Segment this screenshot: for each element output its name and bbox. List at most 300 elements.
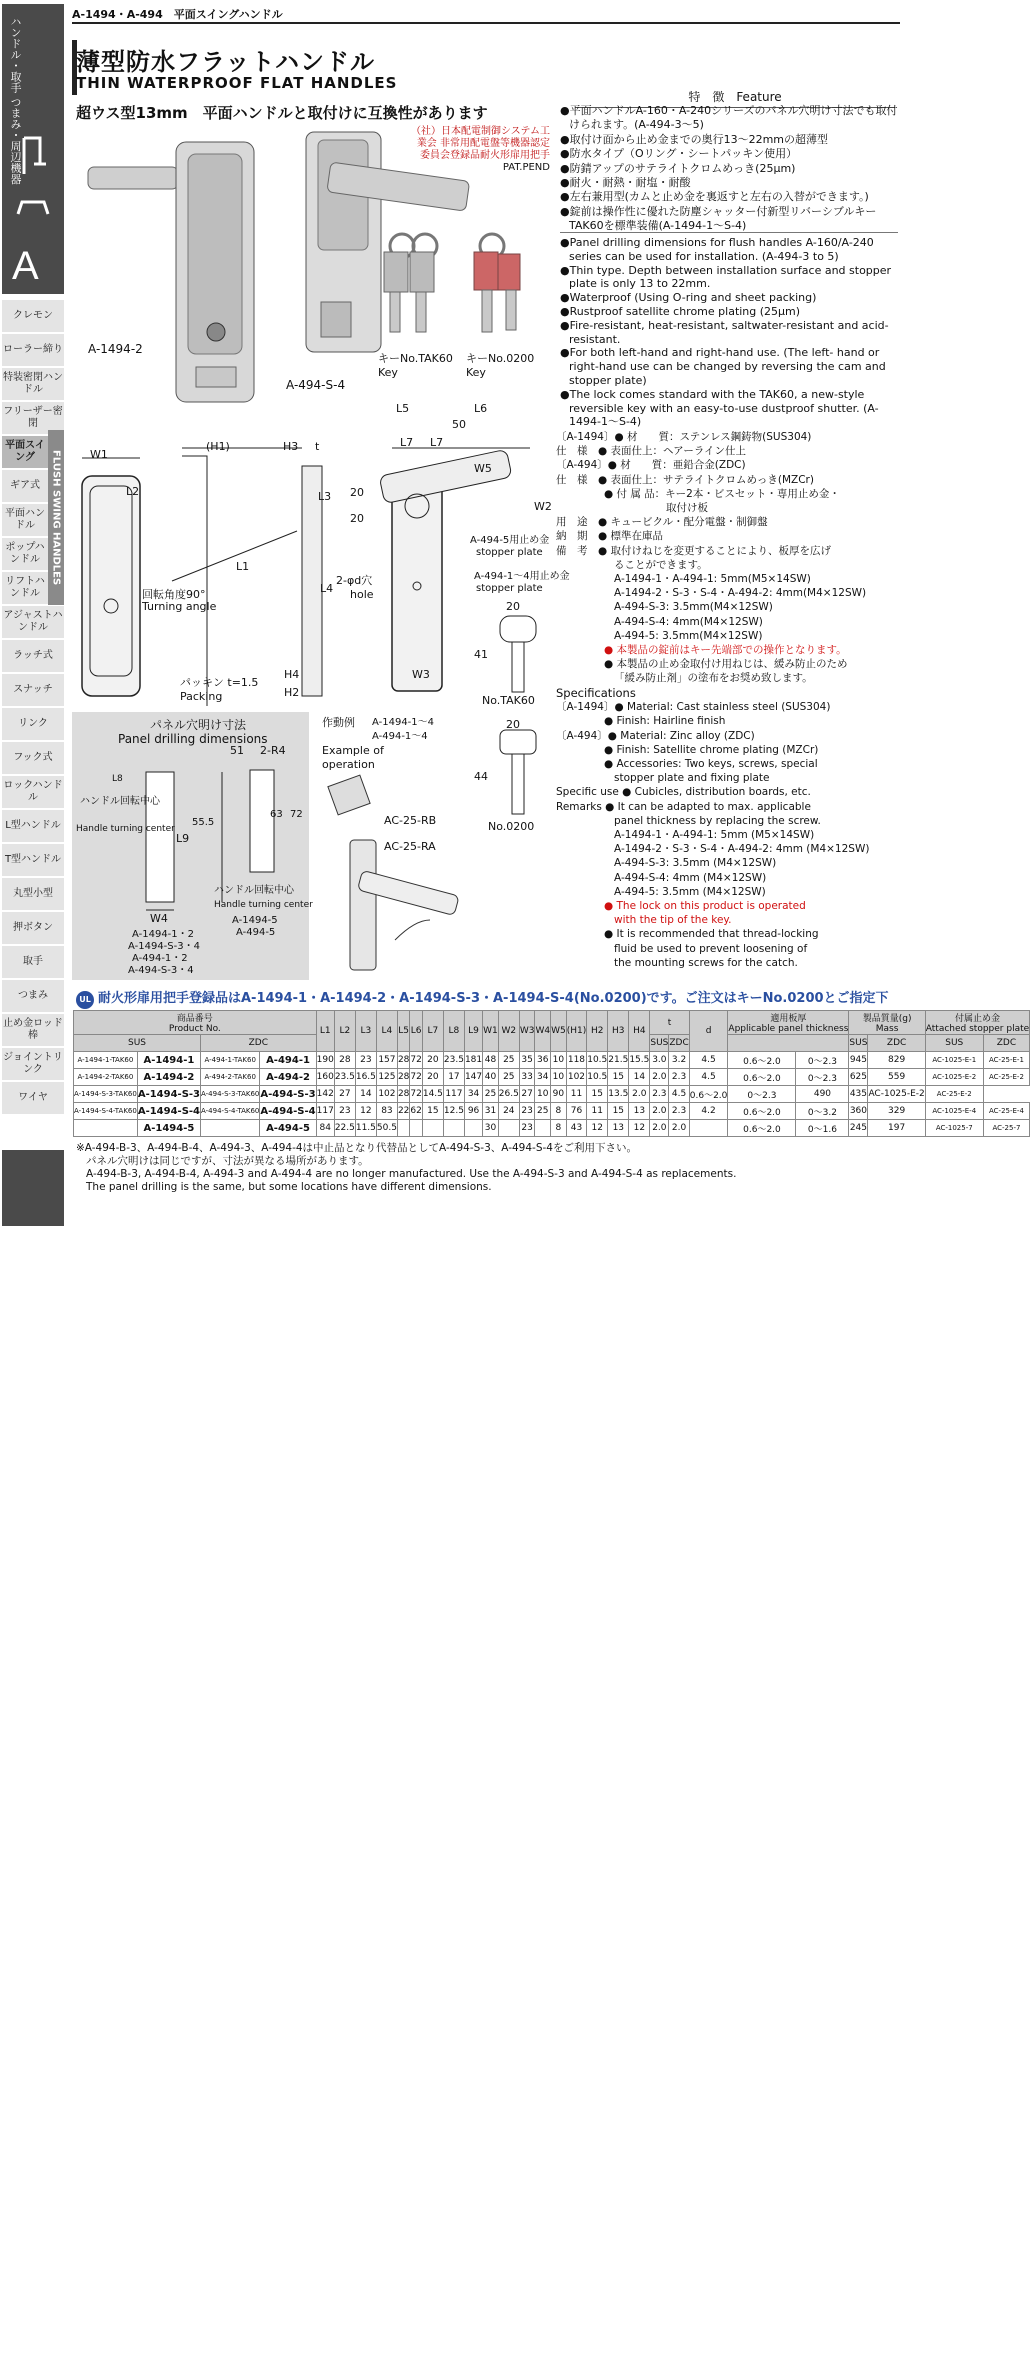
table-head: L9 — [464, 1011, 482, 1052]
op-models: A-494-1～4 — [372, 731, 428, 742]
table-cell: 25 — [535, 1103, 551, 1120]
spec-line-warning: ● The lock on this product is operated — [604, 900, 806, 913]
table-cell: 16.5 — [355, 1069, 376, 1086]
dim-label: 63 — [270, 809, 283, 820]
table-cell: 25 — [483, 1086, 499, 1103]
table-cell: AC-1025-E-1 — [925, 1052, 983, 1069]
page-title-en: THIN WATERPROOF FLAT HANDLES — [76, 74, 398, 92]
table-head: L5 — [397, 1011, 409, 1052]
table-cell: 147 — [464, 1069, 482, 1086]
table-cell: A-494-5 — [260, 1120, 316, 1137]
table-cell: 21.5 — [608, 1052, 629, 1069]
table-cell: 4.5 — [689, 1052, 728, 1069]
sidebar-item[interactable]: ポップハンドル — [2, 538, 48, 571]
feature-item: ●平面ハンドルA-160・A-240シリーズのパネル穴明け寸法でも取付けられます。(A-494-3～5) — [560, 104, 898, 132]
photo-label: A-1494-2 — [88, 342, 143, 356]
spec-line: 取付け板 — [666, 502, 708, 515]
sidebar-item[interactable]: フック式 — [2, 742, 64, 775]
op-models: A-1494-1～4 — [372, 717, 435, 728]
table-cell: 0～3.2 — [796, 1103, 849, 1120]
table-cell: 13 — [608, 1120, 629, 1137]
table-cell: 4.5 — [689, 1069, 728, 1086]
total-label: 総合 23★ — [6, 2307, 57, 2320]
spec-line: A-494-5: 3.5mm(M4×12SW) — [614, 629, 763, 642]
spec-line: A-1494-2・S-3・S-4・A-494-2: 4mm(M4×12SW) — [614, 587, 867, 600]
sidebar-item[interactable]: T型ハンドル — [2, 844, 64, 877]
table-row — [74, 1069, 1030, 1086]
dim-label: L7 — [430, 436, 444, 449]
table-head: (H1) — [566, 1011, 587, 1052]
table-cell: AC-1025-E-2 — [868, 1086, 925, 1103]
table-cell: 28 — [397, 1052, 409, 1069]
spec-line: A-494-S-3: 3.5mm(M4×12SW) — [614, 601, 773, 614]
spec-line: A-1494-2・S-3・S-4・A-494-2: 4mm (M4×12SW) — [614, 843, 870, 856]
patpend: PAT.PEND — [502, 162, 550, 173]
stopper-label: A-494-5用止め金 — [470, 535, 550, 546]
key-label: キーNo.TAK60 — [378, 352, 453, 365]
sidebar-item[interactable]: ラッチ式 — [2, 640, 64, 673]
handle-center-jp: ハンドル回転中心 — [80, 796, 160, 807]
sidebar-item[interactable]: 取手 — [2, 946, 64, 979]
table-head: W5 — [551, 1011, 567, 1052]
table-cell: 84 — [316, 1120, 334, 1137]
table-cell: 14.5 — [422, 1086, 443, 1103]
table-head: ZDC — [669, 1035, 689, 1052]
sidebar-item[interactable]: アジャストハンドル — [2, 606, 64, 639]
dim-label: 41 — [474, 648, 488, 661]
op-example-en: operation — [322, 758, 375, 771]
table-head: SUS — [925, 1035, 983, 1052]
spec-line-warning: with the tip of the key. — [614, 914, 732, 927]
table-head: ZDC — [868, 1035, 925, 1052]
table-cell: A-1494-S-3-TAK60 — [74, 1086, 138, 1103]
stopper-label: A-494-1～4用止め金 — [474, 571, 570, 582]
dim-label: 20 — [350, 512, 364, 525]
model-label: A-494-5 — [236, 927, 276, 938]
packing-jp: パッキン t=1.5 — [180, 676, 259, 689]
table-head: 商品番号 Product No. — [74, 1011, 317, 1035]
dim-label: 20 — [506, 600, 520, 613]
dim-label: L5 — [396, 402, 410, 415]
spec-line: ● Finish: Hairline finish — [604, 715, 726, 728]
divider — [560, 232, 898, 233]
table-cell: 43 — [566, 1120, 587, 1137]
table-cell: 945 — [849, 1052, 868, 1069]
dim-label: L8 — [112, 774, 123, 784]
spec-line: ● Finish: Satellite chrome plating (MZCr) — [604, 743, 819, 756]
table-head: L3 — [355, 1011, 376, 1052]
panel-drill-en: Panel drilling dimensions — [118, 732, 268, 746]
dim-label: L4 — [320, 582, 334, 595]
table-cell: AC-25-E-2 — [925, 1086, 983, 1103]
sidebar-item[interactable]: ジョイントリンク — [2, 1048, 64, 1081]
table-cell: 2.3 — [669, 1103, 689, 1120]
table-cell: 8 — [551, 1120, 567, 1137]
table-cell: A-494-2-TAK60 — [201, 1069, 260, 1086]
table-cell: 23 — [334, 1103, 355, 1120]
table-head: L6 — [410, 1011, 422, 1052]
table-head: L7 — [422, 1011, 443, 1052]
dim-label: W3 — [412, 668, 430, 681]
table-cell: 48 — [483, 1052, 499, 1069]
dim-label: W5 — [474, 462, 492, 475]
dim-label: W4 — [150, 912, 168, 925]
table-cell: 160 — [316, 1069, 334, 1086]
dim-label: L1 — [236, 560, 250, 573]
dim-label: 72 — [290, 809, 303, 820]
cert-line: 業会 非常用配電盤等機器認定 — [416, 138, 550, 149]
table-head: H2 — [587, 1011, 608, 1052]
sidebar-item[interactable]: クレモン — [2, 300, 64, 333]
feature-item: ●Fire-resistant, heat-resistant, saltwater-resistant and acid-resistant. — [560, 318, 889, 346]
table-cell: 0～1.6 — [796, 1120, 849, 1137]
table-cell: 2.0 — [669, 1120, 689, 1137]
table-cell: 20 — [422, 1069, 443, 1086]
part-label: AC-25-RA — [384, 840, 436, 853]
notice-text: 耐火形扉用把手登録品はA-1494-1・A-1494-2・A-1494-S-3・A-1494-S-4(No.0200)です。ご注文はキーNo.0200とご指定下 — [98, 991, 889, 1006]
table-cell: 17 — [443, 1069, 464, 1086]
table-cell: A-1494-1 — [137, 1052, 200, 1069]
table-cell: 118 — [566, 1052, 587, 1069]
dim-label: H2 — [284, 686, 300, 699]
dim-label: L3 — [318, 490, 332, 503]
stopper-label: stopper plate — [476, 547, 543, 558]
feature-item: ●防錆アップのサテライトクロムめっき(25μm) — [560, 161, 796, 175]
table-cell: 8 — [551, 1103, 567, 1120]
table-cell — [74, 1120, 138, 1137]
table-cell: 72 — [410, 1052, 422, 1069]
sidebar-item[interactable]: ローラー締り — [2, 334, 64, 367]
footnote: パネル穴明けは同じですが、寸法が異なる場所があります。 — [86, 1155, 369, 1167]
table-head: W1 — [483, 1011, 499, 1052]
table-head: H3 — [608, 1011, 629, 1052]
table-cell: 13.5 — [608, 1086, 629, 1103]
feature-jp — [560, 104, 898, 234]
spec-line: 備 考 ● 取付けねじを変更することにより、板厚を広げ — [556, 544, 831, 557]
table-cell: 15 — [608, 1069, 629, 1086]
table-cell: A-1494-5 — [137, 1120, 200, 1137]
table-cell: 2.3 — [650, 1086, 669, 1103]
table-cell: 22 — [397, 1103, 409, 1120]
product-photo — [76, 122, 406, 422]
table-row — [74, 1103, 1030, 1120]
sidebar-item[interactable]: フリーザー密閉 — [2, 402, 64, 435]
spec-line: ● It is recommended that thread-locking — [604, 928, 819, 941]
cert-line: 委員会登録品耐火形扉用把手 — [420, 150, 550, 161]
table-cell: 12.5 — [443, 1103, 464, 1120]
spec-line: 「緩み防止剤」の塗布をお奨め致します。 — [614, 672, 813, 685]
sidebar-item[interactable]: 丸型小型 — [2, 878, 64, 911]
table-head: L4 — [376, 1011, 397, 1052]
table-cell: 35 — [519, 1052, 535, 1069]
table-cell: 3.0 — [650, 1052, 669, 1069]
table-head: W4 — [535, 1011, 551, 1052]
table-cell: 28 — [397, 1069, 409, 1086]
spec-line: 〔A-1494〕● 材 質：ステンレス鋼鋳物(SUS304) — [556, 431, 812, 443]
handle-center-en: Handle turning center — [76, 824, 175, 834]
table-cell: 2.3 — [669, 1069, 689, 1086]
table-cell: 34 — [464, 1086, 482, 1103]
feature-item: ●取付け面から止め金までの奥行13～22mmの超薄型 — [560, 132, 829, 146]
key-no-label: No.TAK60 — [482, 694, 535, 707]
table-cell: AC-1025-E-2 — [925, 1069, 983, 1086]
feature-item: ●耐火・耐熱・耐塩・耐酸 — [560, 176, 691, 190]
table-cell: 10 — [551, 1069, 567, 1086]
table-cell: A-494-1-TAK60 — [201, 1052, 260, 1069]
sidebar-item[interactable]: L型ハンドル — [2, 810, 64, 843]
feature-item: ●錠前は操作性に優れた防塵シャッター付新型リバーシブルキーTAK60を標準装備(A-1494-1～S-4) — [560, 204, 877, 233]
table-cell: 23 — [355, 1052, 376, 1069]
spec-line: ● 本製品の止め金取付け用ねじは、緩み防止のため — [604, 658, 848, 671]
cert-line: （社）日本配電制御システム工 — [411, 126, 550, 137]
sidebar-item[interactable]: リンク — [2, 708, 64, 741]
table-head: t — [650, 1011, 689, 1035]
subtitle: 超ウス型13mm 平面ハンドルと取付けに互換性があります — [76, 104, 488, 122]
spec-line: 〔A-494〕● 材 質：亜鉛合金(ZDC) — [556, 459, 746, 472]
table-cell: 23.5 — [443, 1052, 464, 1069]
radius-label: 2-R4 — [260, 744, 286, 757]
table-cell: 559 — [868, 1069, 925, 1086]
table-cell: 26.5 — [498, 1086, 519, 1103]
dim-label: 55.5 — [192, 817, 215, 828]
sidebar-item[interactable]: ロックハンドル — [2, 776, 64, 809]
table-cell: 40 — [483, 1069, 499, 1086]
table-cell: 142 — [316, 1086, 334, 1103]
spec-line: fluid be used to prevent loosening of — [614, 942, 808, 955]
sidebar-item[interactable]: 特装密閉ハンドル — [2, 368, 64, 401]
table-cell: 2.0 — [629, 1086, 650, 1103]
table-cell: 33 — [519, 1069, 535, 1086]
table-cell: 190 — [316, 1052, 334, 1069]
spec-line: A-494-S-3: 3.5mm (M4×12SW) — [614, 857, 777, 870]
table-cell — [498, 1120, 519, 1137]
spec-line: 〔A-494〕● Material: Zinc alloy (ZDC) — [556, 729, 755, 742]
spec-table — [73, 1010, 1030, 1137]
sidebar-footer — [2, 1150, 66, 2357]
sidebar — [0, 0, 66, 2357]
table-cell: 0.6～2.0 — [728, 1069, 796, 1086]
operation-drawing — [320, 770, 470, 982]
table-head: ZDC — [201, 1035, 317, 1052]
table-cell: 2.0 — [650, 1120, 669, 1137]
spec-line-warning: ● 本製品の錠前はキー先端部での操作となります。 — [604, 644, 847, 657]
table-cell: 23.5 — [334, 1069, 355, 1086]
table-cell: 14 — [629, 1069, 650, 1086]
table-cell: 30 — [483, 1120, 499, 1137]
table-cell: A-494-1 — [260, 1052, 316, 1069]
spec-line: panel thickness by replacing the screw. — [614, 814, 821, 827]
header-line: A-1494・A-494 平面スイングハンドル — [72, 8, 283, 21]
spec-line: A-494-S-4: 4mm(M4×12SW) — [614, 615, 763, 628]
table-head — [728, 1035, 849, 1052]
dim-label: 20 — [350, 486, 364, 499]
table-cell: 36 — [535, 1052, 551, 1069]
feature-en — [560, 236, 898, 429]
table-cell: 10 — [535, 1086, 551, 1103]
spec-line: 仕 様 ● 表面仕上：ヘアーライン仕上 — [556, 445, 747, 458]
table-cell: 3.2 — [669, 1052, 689, 1069]
feature-item: ●Rustproof satellite chrome plating (25μm) — [560, 304, 801, 318]
sidebar-vertical-label: FLUSH SWING HANDLES — [48, 430, 64, 605]
feature-item: ●The lock comes standard with the TAK60, a new-style reversible key with an easy-to-use dustproof shutter. (A-1494-1～S-4) — [560, 387, 879, 429]
sidebar-item[interactable]: リフトハンドル — [2, 572, 48, 605]
table-cell: 117 — [443, 1086, 464, 1103]
dim-label: L7 — [400, 436, 414, 449]
sidebar-letter: A — [12, 244, 39, 288]
dim-label: W1 — [90, 448, 108, 461]
table-head: SUS — [849, 1035, 868, 1052]
dim-label: L6 — [474, 402, 488, 415]
sidebar-item[interactable]: 止め金ロッド棒 — [2, 1014, 64, 1047]
table-cell: 25 — [498, 1069, 519, 1086]
model-label: A-494-1・2 — [132, 953, 188, 964]
key-photo — [370, 232, 530, 342]
spec-line: Specific use ● Cubicles, distribution boards, etc. — [556, 786, 811, 799]
footnote: The panel drilling is the same, but some locations have different dimensions. — [86, 1181, 492, 1193]
sidebar-category: ハンドル・取手 つまみ・周辺機器 — [9, 16, 22, 185]
table-cell: 102 — [566, 1069, 587, 1086]
table-cell: 14 — [355, 1086, 376, 1103]
table-cell — [464, 1120, 482, 1137]
key-label: キーNo.0200 — [466, 352, 535, 365]
table-cell: 15 — [422, 1103, 443, 1120]
table-cell: 157 — [376, 1052, 397, 1069]
table-cell: 15.5 — [629, 1052, 650, 1069]
feature-heading: 特 徴 Feature — [575, 88, 895, 108]
op-example-en: Example of — [322, 744, 384, 757]
footnotes — [76, 1142, 896, 1194]
sidebar-item-active[interactable]: 平面スイング — [2, 436, 48, 469]
table-head: d — [689, 1011, 728, 1052]
sidebar-item[interactable]: 押ボタン — [2, 912, 64, 945]
table-head: L1 — [316, 1011, 334, 1052]
table-cell: A-1494-1-TAK60 — [74, 1052, 138, 1069]
table-cell: 2.0 — [650, 1069, 669, 1086]
spec-line: Remarks ● It can be adapted to max. applicable — [556, 800, 811, 813]
turning-angle-jp: 回転角度90° — [142, 588, 206, 601]
handle-icon — [16, 134, 50, 224]
table-cell: 829 — [868, 1052, 925, 1069]
table-cell: A-494-S-4-TAK60 — [201, 1103, 260, 1120]
spec-line: the mounting screws for the catch. — [614, 956, 798, 969]
table-cell: 102 — [376, 1086, 397, 1103]
sidebar-item[interactable]: ワイヤ — [2, 1082, 64, 1115]
header-rule — [72, 22, 900, 24]
feature-item: ●For both left-hand and right-hand use. (The left- hand or right-hand use can be changed by reversing the cam and stopper plate) — [560, 346, 886, 387]
ul-badge-icon: UL — [76, 991, 94, 1009]
feature-item: ●Thin type. Depth between installation surface and stopper plate is only 13 to 22mm. — [560, 263, 892, 291]
certification-note — [410, 126, 550, 162]
table-cell: A-494-S-4 — [260, 1103, 316, 1120]
table-cell: AC-25-E-1 — [983, 1052, 1029, 1069]
table-row — [74, 1120, 1030, 1137]
table-head: SUS — [74, 1035, 201, 1052]
dim-label: 20 — [506, 718, 520, 731]
table-cell: A-1494-2-TAK60 — [74, 1069, 138, 1086]
spec-line: ● Accessories: Two keys, screws, special — [604, 758, 818, 771]
dim-label: L2 — [126, 485, 140, 498]
dim-label: L9 — [176, 832, 190, 845]
table-cell: A-1494-S-4 — [137, 1103, 200, 1120]
table-cell: 2.0 — [650, 1103, 669, 1120]
dim-label: W2 — [534, 500, 552, 513]
table-cell: 0.6～2.0 — [728, 1103, 796, 1120]
spec-line: A-494-S-4: 4mm (M4×12SW) — [614, 871, 767, 884]
table-cell: 197 — [868, 1120, 925, 1137]
table-cell: AC-25-E-4 — [983, 1103, 1029, 1120]
table-cell: 10.5 — [587, 1052, 608, 1069]
feature-item: ●防水タイプ（Oリング・シートパッキン使用） — [560, 147, 798, 161]
table-cell: 96 — [464, 1103, 482, 1120]
turning-angle-en: Turning angle — [142, 600, 217, 613]
table-cell: 435 — [849, 1086, 868, 1103]
table-row — [74, 1086, 1030, 1103]
spec-line: A-1494-1・A-494-1: 5mm (M5×14SW) — [614, 829, 815, 842]
table-cell: 11.5 — [355, 1120, 376, 1137]
table-cell: 0～2.3 — [796, 1069, 849, 1086]
table-row — [74, 1052, 1030, 1069]
table-cell: 625 — [849, 1069, 868, 1086]
feature-item: ●左右兼用型(カムと止め金を裏返すと左右の入替ができます。) — [560, 190, 869, 204]
table-cell — [422, 1120, 443, 1137]
table-cell: 245 — [849, 1120, 868, 1137]
sidebar-item[interactable]: スナッチ — [2, 674, 64, 707]
footnote: A-494-B-3, A-494-B-4, A-494-3 and A-494-4 are no longer manufactured. Use the A-494-S-3 and A-494-S-4 as replacements. — [86, 1168, 737, 1180]
sidebar-item[interactable]: 平面ハンドル — [2, 504, 48, 537]
table-head: 適用板厚 Applicable panel thickness — [728, 1011, 849, 1035]
table-cell: 13 — [629, 1103, 650, 1120]
table-cell: A-1494-S-4-TAK60 — [74, 1103, 138, 1120]
table-cell: 117 — [316, 1103, 334, 1120]
table-cell: 28 — [334, 1052, 355, 1069]
spec-line: 用 途 ● キュービクル・配分電盤・制御盤 — [556, 516, 768, 529]
key-label: Key — [378, 366, 398, 379]
table-cell: 0.6～2.0 — [728, 1052, 796, 1069]
table-cell: 329 — [868, 1103, 925, 1120]
sidebar-item[interactable]: ギア式 — [2, 470, 48, 503]
table-cell — [689, 1120, 728, 1137]
table-cell — [410, 1120, 422, 1137]
table-cell: 0.6～2.0 — [689, 1086, 728, 1103]
table-cell: 12 — [587, 1120, 608, 1137]
feature-item: ●Panel drilling dimensions for flush handles A-160/A-240 series can be used for installation. (A-494-3 to 5) — [560, 236, 874, 263]
sidebar-item[interactable]: つまみ — [2, 980, 64, 1013]
table-cell: 22.5 — [334, 1120, 355, 1137]
table-cell — [201, 1120, 260, 1137]
spec-jp — [556, 430, 898, 686]
table-cell: 11 — [587, 1103, 608, 1120]
dim-label: 44 — [474, 770, 488, 783]
table-cell: 0～2.3 — [728, 1086, 796, 1103]
panel-drill-jp: パネル穴明け寸法 — [150, 718, 247, 732]
table-cell: 76 — [566, 1103, 587, 1120]
table-cell: 72 — [410, 1086, 422, 1103]
table-cell: A-494-S-3 — [260, 1086, 316, 1103]
model-label: A-1494-1・2 — [132, 929, 195, 940]
model-label: A-1494-5 — [232, 915, 278, 926]
table-head: 製品質量(g) Mass — [849, 1011, 925, 1035]
table-cell: A-494-S-3-TAK60 — [201, 1086, 260, 1103]
table-cell: A-494-2 — [260, 1069, 316, 1086]
table-cell: 90 — [551, 1086, 567, 1103]
table-cell: 23 — [519, 1103, 535, 1120]
handle-center-jp2: ハンドル回転中心 — [214, 885, 294, 896]
footnote: ※A-494-B-3、A-494-B-4、A-494-3、A-494-4は中止品となり代替品としてA-494-S-3、A-494-S-4をご利用下さい。 — [76, 1142, 637, 1154]
table-cell: 360 — [849, 1103, 868, 1120]
table-cell: 4.5 — [669, 1086, 689, 1103]
table-cell: AC-1025-E-4 — [925, 1103, 983, 1120]
op-example-jp: 作動例 — [322, 716, 355, 729]
